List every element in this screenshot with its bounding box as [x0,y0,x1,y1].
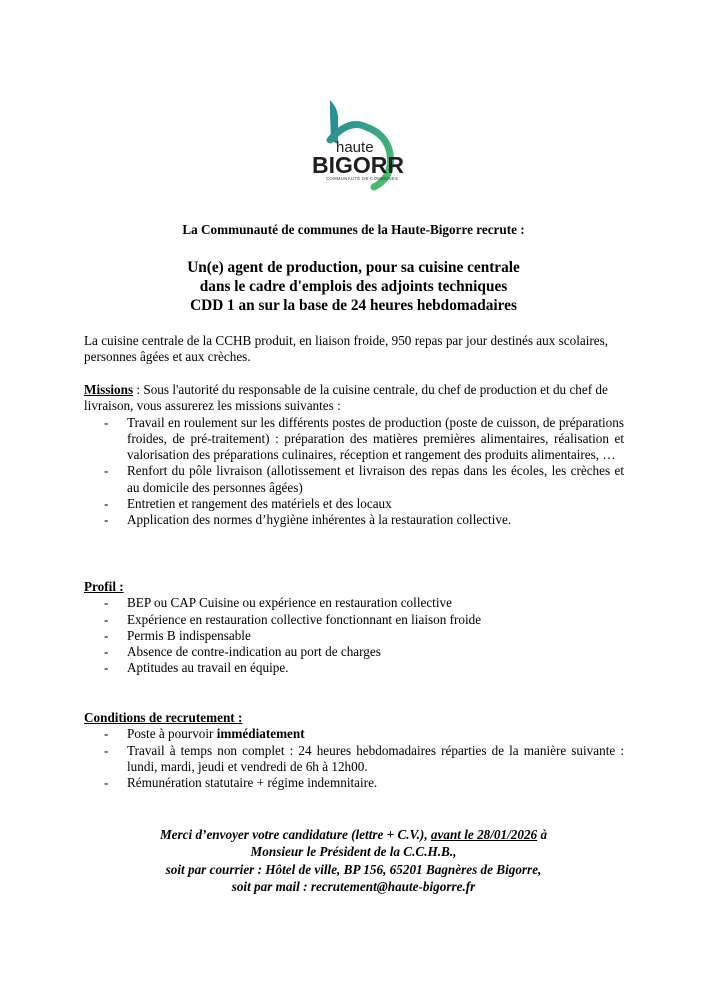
profil-list [84,595,624,676]
conditions-item: - Travail à temps non complet : 24 heures hebdomadaires réparties de la manière suivante : lundi, mardi, jeudi et vendredi de 6h à 12h00. [84,743,624,776]
missions-item: - Entretien et rangement des matériels et des locaux [84,496,624,512]
missions-item: - Renfort du pôle livraison (allotissement et livraison des repas dans les écoles, les crèches et au domicile des personnes âgées) [84,463,624,496]
closing-block [0,826,707,895]
haute-bigorre-logo [304,94,404,194]
intro-line: La Communauté de communes de la Haute-Bigorre recrute : [182,222,525,237]
job-title-line-1: Un(e) agent de production, pour sa cuisine centrale [187,259,520,276]
missions-label: Missions [84,382,134,397]
logo-mark [304,94,404,194]
logo-subtitle: COMMUNAUTÉ DE COMMUNES [326,176,399,181]
lead-paragraph: La cuisine centrale de la CCHB produit, en liaison froide, 950 repas par jour destinés aux scolaires, personnes âgées et aux crèches. [84,333,609,365]
conditions-item1-prefix: Poste à pourvoir [127,726,217,742]
conditions-item [84,726,624,742]
closing-line-4: soit par mail : recrutement@haute-bigorre.fr [231,878,476,894]
conditions-title: Conditions de recrutement : [84,710,243,725]
missions-section [84,382,624,529]
closing-line-1-suffix: à [537,827,548,842]
conditions-list [84,726,624,791]
missions-text: : Sous l'autorité du responsable de la cuisine centrale, du chef de production et du chef de livraison, vous assurerez les missions suivantes : [84,382,608,414]
profil-item: - Absence de contre-indication au port de charges [84,644,624,660]
missions-item: - Application des normes d’hygiène inhérentes à la restauration collective. [84,512,624,528]
logo-word-bigorre: BIGORR [312,152,404,178]
closing-line-1-prefix: Merci d’envoyer votre candidature (lettre + C.V.), [159,827,431,842]
job-title-line-2: dans le cadre d'emplois des adjoints techniques [199,278,508,295]
closing-line-1 [0,826,707,843]
missions-list [84,415,624,529]
deadline-date: avant le 28/01/2026 [430,827,538,842]
job-title [0,258,707,315]
conditions-item1-bold: immédiatement [216,726,305,742]
profil-title: Profil : [84,579,124,594]
profil-item: - BEP ou CAP Cuisine ou expérience en restauration collective [84,595,624,611]
closing-line-3: soit par courrier : Hôtel de ville, BP 156, 65201 Bagnères de Bigorre, [165,861,542,877]
profil-section [84,579,624,677]
missions-item: - Travail en roulement sur les différents postes de production (poste de cuisson, de préparations froides, de pré-traitement) : préparation des matières premières alimentaires, réalisation et valorisation des préparations culinaires, réception et rangement des produits alimentaires, … [84,415,624,464]
logo-word-haute: haute [336,139,374,156]
conditions-item: - Rémunération statutaire + régime indemnitaire. [84,775,624,791]
missions-intro [84,382,624,415]
profil-item: - Aptitudes au travail en équipe. [84,660,624,676]
conditions-section [84,710,624,791]
profil-item: - Expérience en restauration collective fonctionnant en liaison froide [84,612,624,628]
profil-item: - Permis B indispensable [84,628,624,644]
closing-line-2: Monsieur le Président de la C.C.H.B., [250,844,457,860]
job-title-line-3: CDD 1 an sur la base de 24 heures hebdomadaires [190,297,517,314]
